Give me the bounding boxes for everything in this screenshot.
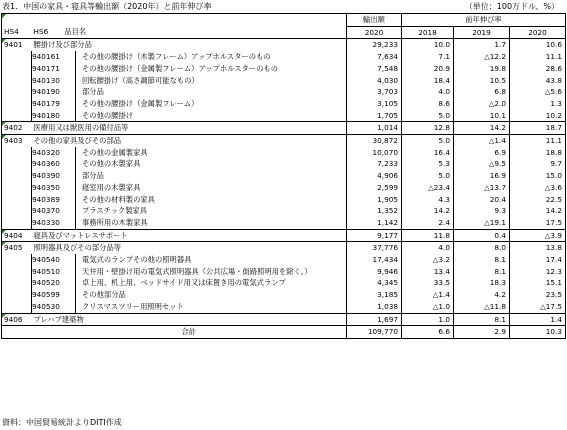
- export-table: [1, 13, 566, 339]
- growth-2019-cell: 4.2: [454, 289, 510, 301]
- growth-2020-cell: 10.2: [510, 110, 566, 122]
- header-hs6: HS6: [33, 27, 49, 37]
- growth-2020-cell: 12.3: [510, 266, 566, 278]
- growth-2018-cell: 2.4: [402, 217, 454, 229]
- export-value-cell: 1,697: [347, 313, 402, 326]
- growth-2019-cell: 0.4: [454, 229, 510, 242]
- growth-2018-cell: 16.4: [402, 147, 454, 159]
- export-value-cell: 3,185: [347, 289, 402, 301]
- growth-2020-cell: 14.2: [510, 205, 566, 217]
- growth-2020-cell: 22.5: [510, 194, 566, 206]
- header-year-2020-growth: 2020: [510, 26, 566, 39]
- growth-2020-cell: 17.5: [510, 217, 566, 229]
- header-item-name: 品目名: [64, 27, 87, 37]
- export-value-cell: 9,177: [347, 229, 402, 242]
- hs6-code: 940540: [32, 255, 60, 265]
- hs6-name: その他部分品: [82, 290, 126, 300]
- growth-2018-cell: 4.0: [402, 86, 454, 98]
- growth-2020-cell: △3.6: [510, 182, 566, 194]
- export-value-cell: 3,105: [347, 98, 402, 110]
- export-value-cell: 7,634: [347, 51, 402, 63]
- export-value-cell: 37,776: [347, 242, 402, 254]
- growth-2020-cell: 9.7: [510, 158, 566, 170]
- hs4-name: 医療用又は獣医用の備付品等: [32, 122, 347, 135]
- growth-2019-cell: 20.4: [454, 194, 510, 206]
- growth-2020-cell: 1.4: [510, 313, 566, 326]
- hs6-code: 940389: [32, 194, 60, 204]
- growth-2019-cell: △11.8: [454, 301, 510, 313]
- hs6-name: その他の腰掛け（金属製フレーム）アップホルスターのもの: [82, 63, 278, 73]
- export-value-cell: 1,142: [347, 217, 402, 229]
- hs6-name: その他の金属製家具: [82, 147, 148, 157]
- hs6-item-row: [2, 289, 566, 301]
- hs6-name: クリスマスツリー用照明セット: [82, 301, 184, 311]
- hs6-code: 940130: [32, 75, 60, 85]
- hs6-name: その他の腰掛け（金属製フレーム）: [82, 98, 199, 108]
- hs6-item-row: [2, 51, 566, 63]
- hs4-name: その他の家具及びその部品: [32, 135, 347, 147]
- export-value-cell: 1,038: [347, 301, 402, 313]
- growth-2018-cell: 12.8: [402, 122, 454, 135]
- hs6-name: 部分品: [82, 171, 104, 181]
- growth-2019-cell: 18.3: [454, 277, 510, 289]
- growth-2018-cell: △1.4: [402, 289, 454, 301]
- growth-2020-cell: △5.6: [510, 86, 566, 98]
- growth-2020-cell: 15.1: [510, 277, 566, 289]
- total-export-value: 109,770: [347, 326, 402, 339]
- export-value-cell: 9,946: [347, 266, 402, 278]
- hs6-item-row: [2, 170, 566, 182]
- growth-2020-cell: 11.1: [510, 51, 566, 63]
- hs6-code: 940171: [32, 63, 60, 73]
- growth-2019-cell: 1.7: [454, 39, 510, 51]
- hs4-name: 腰掛け及び部分品: [32, 39, 347, 51]
- growth-2019-cell: 6.8: [454, 86, 510, 98]
- export-value-cell: 2,599: [347, 182, 402, 194]
- growth-2018-cell: 13.4: [402, 266, 454, 278]
- growth-2019-cell: 8.1: [454, 313, 510, 326]
- hs6-name: プラスチック製家具: [82, 206, 148, 216]
- hs6-code: 940370: [32, 206, 60, 216]
- export-value-cell: 10,070: [347, 147, 402, 159]
- growth-2020-cell: △3.9: [510, 229, 566, 242]
- header-year-2019: 2019: [454, 26, 510, 39]
- export-value-cell: 4,030: [347, 75, 402, 87]
- total-growth-2020: 10.3: [510, 326, 566, 339]
- header-export-value: 輸出額: [347, 14, 402, 27]
- hs6-item-row: [2, 110, 566, 122]
- growth-2019-cell: 8.1: [454, 266, 510, 278]
- header-row-1: [2, 14, 566, 27]
- hs6-code: 940350: [32, 182, 60, 192]
- growth-2020-cell: 11.1: [510, 135, 566, 147]
- hs6-item-row: [2, 266, 566, 278]
- hs6-code: 940510: [32, 266, 60, 276]
- export-value-cell: 7,548: [347, 63, 402, 75]
- growth-2019-cell: 19.8: [454, 63, 510, 75]
- hs4-group-row: [2, 229, 566, 242]
- hs6-name: その他の腰掛け（木製フレーム）アップホルスターのもの: [82, 52, 271, 62]
- hs6-item-row: [2, 194, 566, 206]
- header-row-2: [2, 26, 566, 39]
- header-year-2020-value: 2020: [347, 26, 402, 39]
- hs4-group-row: [2, 313, 566, 326]
- export-value-cell: 4,345: [347, 277, 402, 289]
- header-year-2018: 2018: [402, 26, 454, 39]
- growth-2020-cell: 18.8: [510, 147, 566, 159]
- growth-2020-cell: 43.8: [510, 75, 566, 87]
- growth-2019-cell: 10.5: [454, 75, 510, 87]
- cell-marker-icon: [2, 242, 6, 246]
- hs4-code: 9405: [4, 243, 23, 253]
- hs6-name: その他の木製家具: [82, 159, 141, 169]
- cell-marker-icon: [2, 122, 6, 126]
- growth-2019-cell: △19.1: [454, 217, 510, 229]
- hs4-name: 寝具及びマットレスサポート: [32, 229, 347, 242]
- growth-2018-cell: 14.2: [402, 205, 454, 217]
- hs6-name: その他の材料製の家具: [82, 194, 155, 204]
- growth-2018-cell: △3.2: [402, 254, 454, 266]
- hs6-item-row: [2, 217, 566, 229]
- growth-2018-cell: △1.0: [402, 301, 454, 313]
- growth-2018-cell: 5.0: [402, 170, 454, 182]
- hs6-item-row: [2, 75, 566, 87]
- hs4-code: 9404: [4, 230, 23, 240]
- hs6-code: 940330: [32, 217, 60, 227]
- hs6-item-row: [2, 277, 566, 289]
- hs6-name: 部分品: [82, 87, 104, 97]
- hs6-code: 940530: [32, 301, 60, 311]
- growth-2019-cell: △9.5: [454, 158, 510, 170]
- hs4-name: 照明器具及びその部分品等: [32, 242, 347, 254]
- hs6-item-row: [2, 205, 566, 217]
- header-hs4: HS4: [2, 26, 32, 39]
- hs4-group-row: [2, 39, 566, 51]
- growth-2018-cell: 4.3: [402, 194, 454, 206]
- growth-2019-cell: 8.0: [454, 242, 510, 254]
- growth-2019-cell: 8.1: [454, 254, 510, 266]
- hs6-name: 卓上用、机上用、ベッドサイド用又は床置き用の電気式ランプ: [82, 278, 286, 288]
- hs6-code: 940190: [32, 87, 60, 97]
- growth-2018-cell: 1.0: [402, 313, 454, 326]
- hs6-code: 940180: [32, 110, 60, 120]
- export-value-cell: 29,233: [347, 39, 402, 51]
- export-value-cell: 30,872: [347, 135, 402, 147]
- total-label: 合計: [32, 326, 347, 339]
- hs6-item-row: [2, 63, 566, 75]
- growth-2019-cell: △2.0: [454, 98, 510, 110]
- growth-2018-cell: 5.3: [402, 158, 454, 170]
- growth-2018-cell: 20.9: [402, 63, 454, 75]
- hs6-code: 940320: [32, 147, 60, 157]
- hs6-name: その他の腰掛け: [82, 110, 134, 120]
- hs6-code: 940179: [32, 98, 60, 108]
- growth-2019-cell: △1.4: [454, 135, 510, 147]
- growth-2020-cell: 15.0: [510, 170, 566, 182]
- export-value-cell: 3,703: [347, 86, 402, 98]
- export-value-cell: 4,906: [347, 170, 402, 182]
- hs6-name: 寝室用の木製家具: [82, 182, 141, 192]
- hs6-name: 事務所用の木製家具: [82, 217, 148, 227]
- growth-2019-cell: △13.7: [454, 182, 510, 194]
- hs4-code: 9406: [4, 314, 23, 324]
- hs6-item-row: [2, 254, 566, 266]
- growth-2018-cell: 5.0: [402, 135, 454, 147]
- growth-2020-cell: 28.6: [510, 63, 566, 75]
- growth-2020-cell: 10.6: [510, 39, 566, 51]
- header-growth: 前年伸び率: [402, 14, 566, 27]
- cell-marker-icon: [2, 39, 6, 43]
- growth-2019-cell: 9.3: [454, 205, 510, 217]
- hs6-item-row: [2, 182, 566, 194]
- hs6-code: 940390: [32, 171, 60, 181]
- hs4-group-row: [2, 242, 566, 254]
- hs6-name: 回転腰掛け（高さ調節可能なもの）: [82, 75, 199, 85]
- hs4-code: 9402: [4, 123, 23, 133]
- growth-2018-cell: 7.1: [402, 51, 454, 63]
- export-value-cell: 1,905: [347, 194, 402, 206]
- total-growth-2018: 6.6: [402, 326, 454, 339]
- hs6-item-row: [2, 301, 566, 313]
- growth-2020-cell: 13.8: [510, 242, 566, 254]
- growth-2018-cell: △23.4: [402, 182, 454, 194]
- growth-2020-cell: 23.5: [510, 289, 566, 301]
- growth-2020-cell: 17.4: [510, 254, 566, 266]
- hs6-name: 電気式のランプその他の照明器具: [82, 255, 192, 265]
- hs4-code: 9401: [4, 40, 23, 50]
- hs6-item-row: [2, 98, 566, 110]
- total-row: [2, 326, 566, 339]
- source-note: 資料：中国貿易統計よりDITI作成: [2, 418, 122, 427]
- cell-marker-icon: [2, 314, 6, 318]
- growth-2020-cell: 18.7: [510, 122, 566, 135]
- hs6-code: 940360: [32, 159, 60, 169]
- growth-2020-cell: 1.3: [510, 98, 566, 110]
- growth-2019-cell: 10.1: [454, 110, 510, 122]
- growth-2018-cell: 5.0: [402, 110, 454, 122]
- growth-2018-cell: 33.5: [402, 277, 454, 289]
- hs4-group-row: [2, 135, 566, 147]
- growth-2020-cell: △17.5: [510, 301, 566, 313]
- growth-2018-cell: 18.4: [402, 75, 454, 87]
- hs6-name: 天井用・壁掛け用の電気式照明器具（公共広場・街路照明用を除く。）: [82, 266, 312, 276]
- export-value-cell: 1,352: [347, 205, 402, 217]
- growth-2019-cell: △12.2: [454, 51, 510, 63]
- export-value-cell: 1,705: [347, 110, 402, 122]
- hs6-item-row: [2, 158, 566, 170]
- growth-2018-cell: 8.6: [402, 98, 454, 110]
- growth-2019-cell: 14.2: [454, 122, 510, 135]
- growth-2018-cell: 10.0: [402, 39, 454, 51]
- cell-marker-icon: [2, 230, 6, 234]
- growth-2018-cell: 4.0: [402, 242, 454, 254]
- export-value-cell: 17,434: [347, 254, 402, 266]
- hs4-name: プレハブ建築物: [32, 313, 347, 326]
- cell-marker-icon: [2, 135, 6, 139]
- hs6-item-row: [2, 86, 566, 98]
- hs6-item-row: [2, 147, 566, 159]
- table-title: 表1．中国の家具・寝具等輸出額（2020年）と前年伸び率: [2, 2, 212, 11]
- hs6-code: 940599: [32, 290, 60, 300]
- total-growth-2019: 2.9: [454, 326, 510, 339]
- hs4-code: 9403: [4, 136, 23, 146]
- hs6-code: 940520: [32, 278, 60, 288]
- unit-note: （単位：100万ドル、%）: [464, 2, 559, 11]
- hs4-group-row: [2, 122, 566, 135]
- growth-2019-cell: 6.9: [454, 147, 510, 159]
- export-value-cell: 1,014: [347, 122, 402, 135]
- hs6-code: 940161: [32, 52, 60, 62]
- growth-2018-cell: 11.8: [402, 229, 454, 242]
- export-value-cell: 7,233: [347, 158, 402, 170]
- growth-2019-cell: 16.9: [454, 170, 510, 182]
